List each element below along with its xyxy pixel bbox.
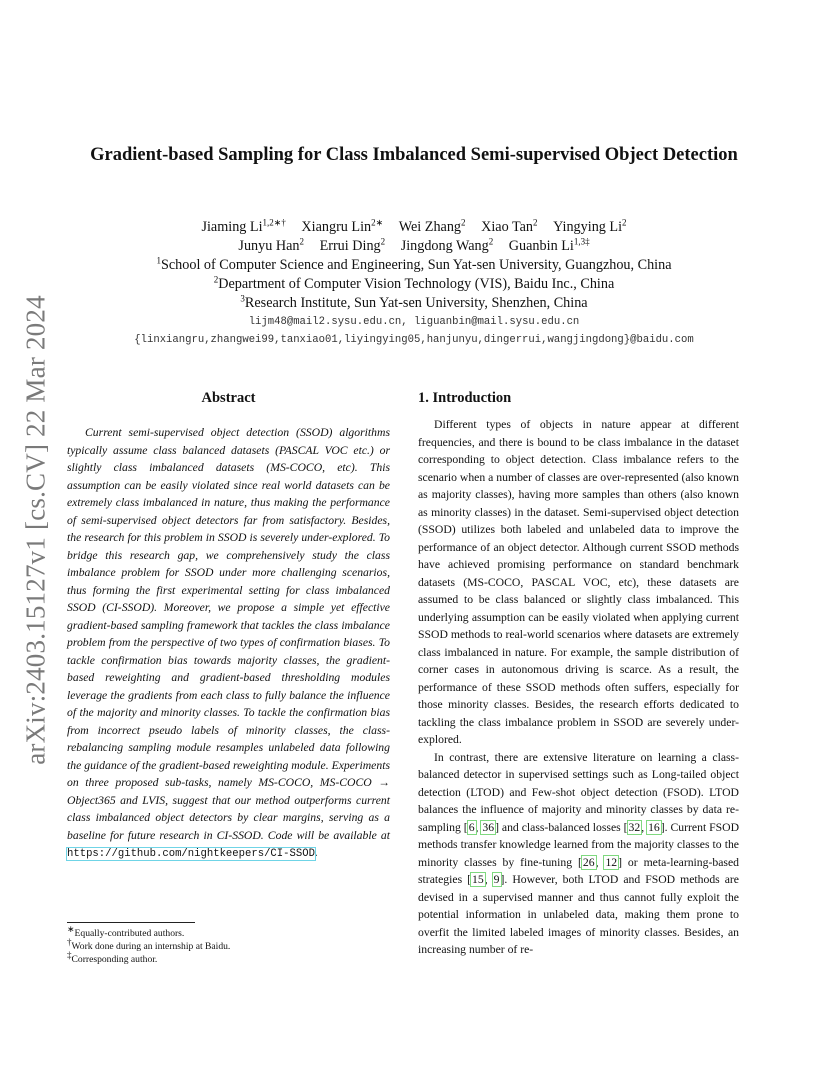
citation-link[interactable]: 15 [472,873,484,886]
author-name: Yingying Li$^2$ [553,217,627,235]
paper-title: Gradient-based Sampling for Class Imbalanced Semi-supervised Object Detection [90,145,738,165]
author-name: Wei Zhang$^2$ [398,217,466,235]
intro-paragraph-1: Different types of objects in nature appear at different frequencies, and there is bound to be class imbalance in the dataset corresponding to object detection. Class imbalance refers to the scenario when a number of classes are over-represented (also known as majority classes), having more samples than others (also known as minority classes) in the dataset. Semi-supervised object detection (SSOD) utilizes both labeled and unlabeled data to improve the performance of an object detector. Although current SSOD methods have achieved promising performance on standard benchmark datasets (MS-COCO, PASCAL VOC, etc), these datasets are assumed to be class balanced or slightly class imbalanced. This underlying assumption can be easily violated when applying current SSOD methods to real-world scenarios where datasets are extremely class imbalanced in nature. For example, the sample distribution of corner cases in autonomous driving is scarce. As a result, the performance of these SSOD methods often suffers, especially for those minority classes. Besides, the research efforts dedicated to tackling the class imbalance problem in SSOD are severely under-explored. [418,418,739,746]
author-name: Jingdong Wang$^2$ [400,236,494,254]
left-column [67,388,390,864]
author-name: Errui Ding$^2$ [319,236,386,254]
author-name: Xiangru Lin$^{2∗}$ [301,217,384,235]
affiliation-1: $^1$School of Computer Science and Engineering, Sun Yat-sen University, Guangzhou, China [156,255,672,273]
citation-link[interactable]: 9 [493,873,500,886]
author-line-1 [80,218,748,237]
introduction-heading: 1. Introduction [418,390,512,406]
citation-link[interactable]: 12 [605,855,618,869]
arxiv-side-stamp: arXiv:2403.15127v1 [cs.CV] 22 Mar 2024 [20,295,51,765]
email-line-1: lijm48@mail2.sysu.edu.cn, liguanbin@mail.sysu.edu.cn [248,316,580,328]
footnote-rule [67,922,195,923]
code-link[interactable]: https://github.com/nightkeepers/CI-SSOD [67,848,315,860]
author-name: Guanbin $Li^{1,3\ddagger}$ [508,236,590,254]
right-column [418,388,739,959]
citation-link[interactable]: 36 [482,820,495,834]
footnote-corresponding: ‡Corresponding author. [67,949,158,965]
author-name: Junyu Han$^2$ [238,236,305,254]
author-name: Jiaming $Li^{1,2∗\dagger}$ [201,217,286,235]
affiliation-2: $^2$Department of Computer Vision Technology (VIS), Baidu Inc., China [213,274,615,292]
footnotes [67,922,390,966]
citation-link[interactable]: 32 [628,820,641,834]
citation-link[interactable]: 26 [582,855,595,869]
author-name: Xiao Tan$^2$ [481,217,538,235]
intro-paragraph-2: In contrast, there are extensive literature on learning a class-balanced detector in supervised settings such as Long-tailed object detection (LTOD) and Few-shot object detection (FSOD). LTOD balances the influence of majority and minority classes by data re-sampling [6, 36] and class-balanced losses [32, 16]. Current FSOD methods transfer knowledge learned from the majority classes to the minority classes by fine-tuning [26, 12] or meta-learning-based strategies [15, 9]. However, both LTOD and FSOD methods are devised in a supervised manner and thus cannot fully exploit the potential information in unlabeled data, making them prone to overfit the limited labeled images of minority classes. Besides, an increasing number of re- [418,750,740,956]
abstract-text: Current semi-supervised object detection (SSOD) algorithms typically assume class balanced datasets (PASCAL VOC etc.) or slightly class imbalanced datasets (MS-COCO, etc). This assumption can be easily violated since real world datasets can be extremely class imbalanced in nature, thus making the performance of semi-supervised object detectors far from satisfactory. Besides, the research for this problem in SSOD is severely under-explored. To bridge this research gap, we comprehensively study the class imbalance problem for SSOD under more challenging scenarios, thus forming the first experimental setting for class imbalanced SSOD (CI-SSOD). Moreover, we propose a simple yet effective gradient-based sampling framework that tackles the class imbalance problem from the perspective of two types of confirmation biases. To tackle confirmation bias towards majority classes, the gradient-based reweighting and gradient-based thresholding modules leverage the gradients from each class to fully balance the influence of the majority and minority classes. To tackle the confirmation bias from incorrect pseudo labels of minority classes, the class-rebalancing sampling module resamples unlabeled data following the guidance of the gradient-based reweighting module. Experiments on three proposed sub-tasks, namely MS-COCO, MS-COCO → Object365 and LVIS, suggest that our method outperforms current class imbalanced object detectors by clear margins, serving as a baseline for future research in CI-SSOD. Code will be available at https://github.com/nightkeepers/CI-SSOD. [67,426,390,860]
footnote-equal-contribution: ∗Equally-contributed authors. [67,923,185,939]
footnote-internship: †Work done during an internship at Baidu. [67,936,231,952]
affiliation-3: $^3$Research Institute, Sun Yat-sen University, Shenzhen, China [240,293,588,311]
email-line-2: {linxiangru,zhangwei99,tanxiao01,liyingying05,hanjunyu,dingerrui,wangjingdong}@baidu.com [134,334,694,346]
author-block [80,218,748,349]
author-line-2 [80,237,748,256]
citation-link[interactable]: 16 [648,820,660,834]
abstract-heading: Abstract [201,390,256,406]
citation-link[interactable]: 6 [468,820,475,834]
